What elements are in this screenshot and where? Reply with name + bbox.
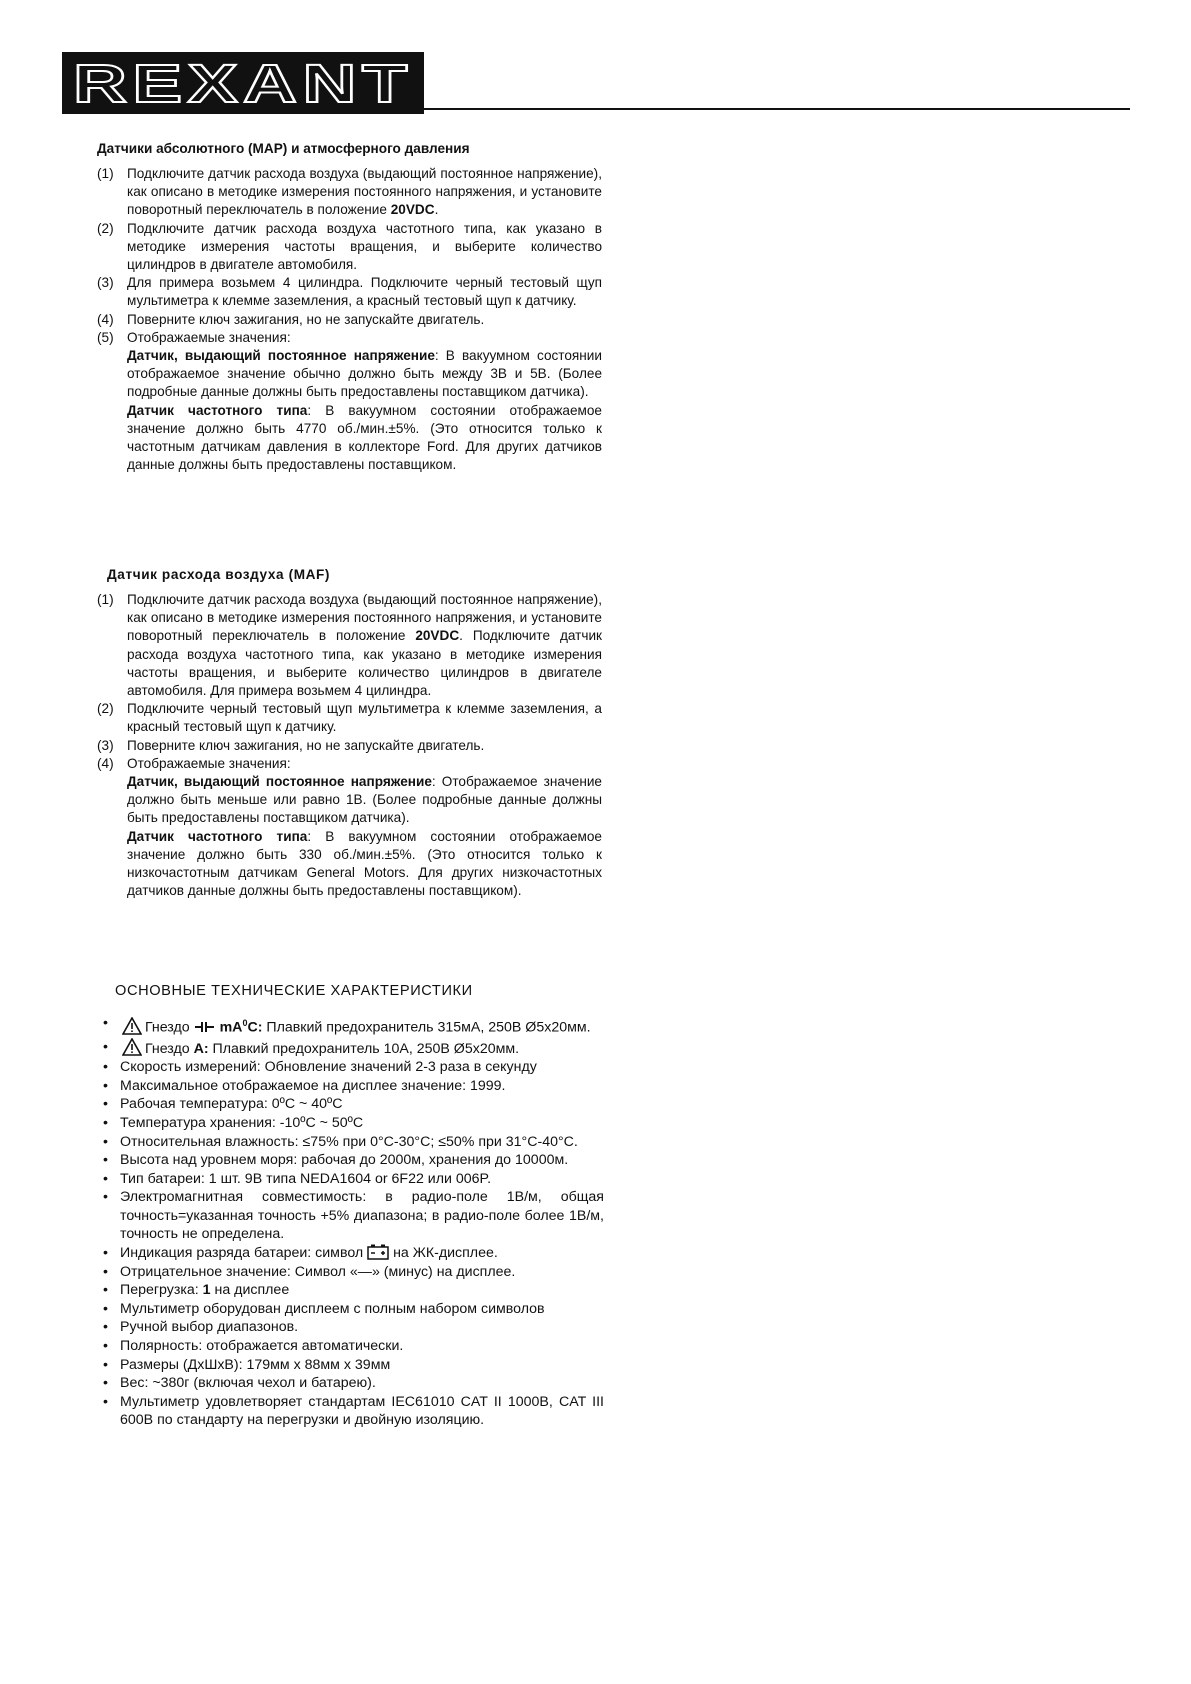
list-item: • Вес: ~380г (включая чехол и батарею). — [97, 1374, 604, 1393]
list-item: • Тип батареи: 1 шт. 9В типа NEDA1604 or 6F22 или 006P. — [97, 1170, 604, 1189]
list-item: • Электромагнитная совместимость: в радио-поле 1В/м, общая точность=указанная точность +5% диапазона; в радио-поле более 1В/м, точность не определена. — [97, 1188, 604, 1244]
list-item: • Перегрузка: 1 на дисплее — [97, 1281, 604, 1300]
rexant-logo — [62, 52, 424, 114]
maf-freq-sensor-note: Датчик частотного типа: В вакуумном состоянии отображаемое значение должно быть 330 об./мин.±5%. (Это относится только к низкочастотным датчикам General Motors. Для других низкочастотных датчиков данные должны быть предоставлены поставщиком). — [127, 828, 602, 899]
section-map — [97, 140, 602, 474]
list-item: • Относительная влажность: ≤75% при 0°C-30°C; ≤50% при 31°C-40°C. — [97, 1133, 604, 1152]
section-specs — [97, 982, 604, 1430]
map-freq-sensor-note: Датчик частотного типа: В вакуумном состоянии отображаемое значение должно быть 4770 об./мин.±5%. (Это относится только к частотным датчикам давления в коллекторе Ford. Для других датчиков данные должны быть предоставлены поставщиком. — [127, 402, 602, 473]
list-item: • Высота над уровнем моря: рабочая до 2000м, хранения до 10000м. — [97, 1151, 604, 1170]
list-item: (1) Подключите датчик расхода воздуха (выдающий постоянное напряжение), как описано в методике измерения постоянного напряжения, и установите поворотный переключатель в положение 20VDC. Подключите датчик расхода воздуха частотного типа, как указано в методике измерения частоты вращения, и выберите количество цилиндров в двигателе автомобиля. Для примера возьмем 4 цилиндра. — [97, 592, 602, 699]
maf-dc-sensor-note: Датчик, выдающий постоянное напряжение: Отображаемое значение должно быть меньше или равно 1В. (Более подробные данные должны быть предоставлены поставщиком датчика). — [127, 774, 602, 826]
list-item: (5) Отображаемые значения: — [97, 329, 291, 345]
list-item: (3) Для примера возьмем 4 цилиндра. Подключите черный тестовый щуп мультиметра к клемме заземления, а красный тестовый щуп к датчику. — [97, 275, 602, 309]
list-item: (4) Поверните ключ зажигания, но не запускайте двигатель. — [97, 311, 485, 327]
list-item: • Полярность: отображается автоматически. — [97, 1337, 604, 1356]
jack-symbol-icon — [194, 1021, 216, 1033]
battery-icon — [367, 1244, 389, 1260]
list-item: • Рабочая температура: 0ºC ~ 40ºC — [97, 1095, 604, 1114]
specs-list — [97, 1014, 604, 1430]
header-rule — [424, 108, 1130, 110]
warning-icon — [122, 1038, 142, 1056]
list-item: • Мультиметр удовлетворяет стандартам IEC61010 CAT II 1000В, CAT III 600В по стандарту на перегрузки и двойную изоляцию. — [97, 1393, 604, 1430]
list-item: (2) Подключите черный тестовый щуп мультиметра к клемме заземления, а красный тестовый щуп к датчику. — [97, 701, 602, 735]
svg-text:REXANT: REXANT — [73, 55, 413, 111]
list-item: (1) Подключите датчик расхода воздуха (выдающий постоянное напряжение), как описано в методике измерения постоянного напряжения, и установите поворотный переключатель в положение 20VDC. — [97, 166, 602, 218]
list-item: • Индикация разряда батареи: символ на ЖК-дисплее. — [97, 1244, 604, 1263]
list-item: • Скорость измерений: Обновление значений 2-3 раза в секунду — [97, 1058, 604, 1077]
logo-wordmark — [65, 55, 421, 111]
list-item: • Температура хранения: -10ºC ~ 50ºC — [97, 1114, 604, 1133]
list-item: • Отрицательное значение: Символ «—» (минус) на дисплее. — [97, 1263, 604, 1282]
list-item: • Гнездо A: Плавкий предохранитель 10А, 250В Ø5х20мм. — [97, 1038, 604, 1059]
list-item: • Ручной выбор диапазонов. — [97, 1318, 604, 1337]
section-map-title: Датчики абсолютного (MAP) и атмосферного давления — [97, 141, 470, 156]
section-maf — [97, 566, 602, 900]
list-item: (2) Подключите датчик расхода воздуха частотного типа, как указано в методике измерения частоты вращения, и выберите количество цилиндров в двигателе автомобиля. — [97, 220, 602, 273]
list-item: (3) Поверните ключ зажигания, но не запускайте двигатель. — [97, 737, 485, 753]
section-maf-title: Датчик расхода воздуха (MAF) — [107, 567, 331, 582]
specs-title: ОСНОВНЫЕ ТЕХНИЧЕСКИЕ ХАРАКТЕРИСТИКИ — [115, 983, 473, 999]
list-item: • Размеры (ДхШхВ): 179мм х 88мм х 39мм — [97, 1356, 604, 1375]
warning-icon — [122, 1017, 142, 1035]
list-item: • Максимальное отображаемое на дисплее значение: 1999. — [97, 1077, 604, 1096]
map-dc-sensor-note: Датчик, выдающий постоянное напряжение: В вакуумном состоянии отображаемое значение обычно должно быть между 3В и 5В. (Более подробные данные должны быть предоставлены поставщиком датчика). — [127, 348, 602, 400]
list-item: • Гнездо $mA^0C$: Плавкий предохранитель 315мА, 250В Ø5х20мм. — [97, 1014, 604, 1037]
list-item: • Мультиметр оборудован дисплеем с полным набором символов — [97, 1300, 604, 1319]
list-item: (4) Отображаемые значения: — [97, 755, 291, 771]
